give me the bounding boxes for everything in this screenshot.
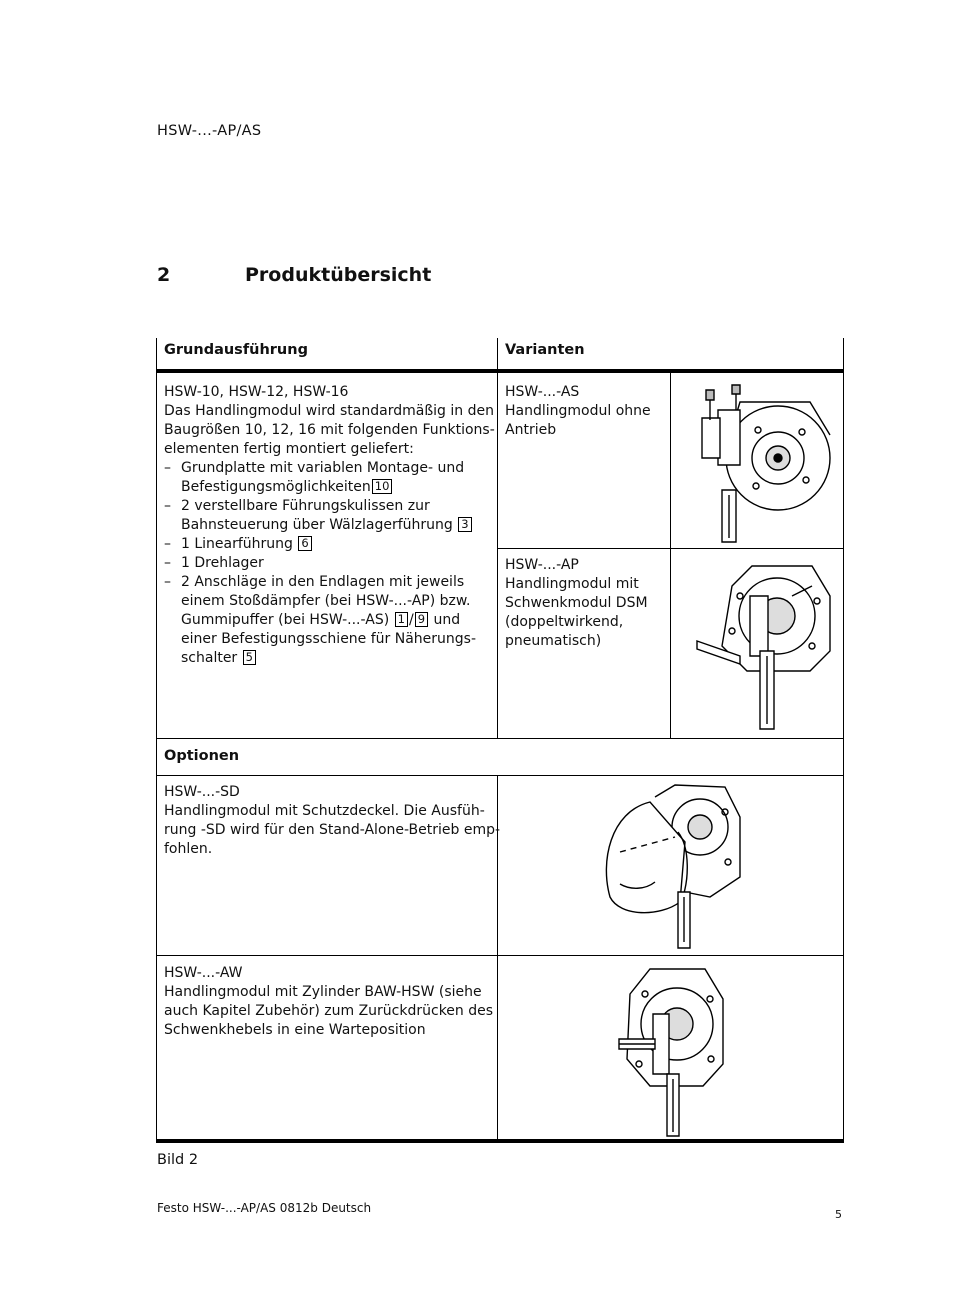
bullet-line: – Grundplatte mit variablen Montage- und xyxy=(181,460,465,476)
bullet-drehlager xyxy=(164,554,495,573)
basic-title: HSW-10, HSW-12, HSW-16 xyxy=(164,384,349,400)
table-border-right xyxy=(843,338,844,1142)
option-desc-line: Handlingmodul mit Zylinder BAW-HSW (siehe xyxy=(164,984,482,1000)
ref-separator: / xyxy=(408,612,414,628)
basic-intro-line: Baugrößen 10, 12, 16 mit folgenden Funktions- xyxy=(164,422,495,438)
bullet-line: – 1 Drehlager xyxy=(181,555,264,571)
table-border-left xyxy=(156,338,157,1142)
bullet-line: 1 Linearführung xyxy=(181,536,293,552)
bullet-linearfuehrung xyxy=(164,535,495,554)
table-row-rule-options-head xyxy=(156,775,844,776)
option-desc-line: Handlingmodul mit Schutzdeckel. Die Ausfüh- xyxy=(164,803,485,819)
variant-desc-line: Schwenkmodul DSM xyxy=(505,595,648,611)
option-desc-line: rung -SD wird für den Stand-Alone-Betrieb emp- xyxy=(164,822,501,838)
hsw-aw-module-illustration xyxy=(615,964,730,1139)
table-header-rule xyxy=(156,369,844,373)
option-desc-line: Schwenkhebels in eine Warteposition xyxy=(164,1022,426,1038)
chapter-number: 2 xyxy=(157,264,171,286)
bullet-line: Befestigungsmöglichkeiten xyxy=(181,479,371,495)
table-bottom-rule xyxy=(156,1139,844,1143)
ref-number-box: 6 xyxy=(298,536,311,551)
running-header: HSW-...-AP/AS xyxy=(157,123,262,139)
variant-desc-line: Antrieb xyxy=(505,422,557,438)
bullet-fuehrungskulissen xyxy=(164,497,495,535)
table-divider-main xyxy=(497,338,498,738)
bullet-grundplatte xyxy=(164,459,495,497)
hsw-as-module-illustration xyxy=(680,380,840,545)
bullet-anschlaege xyxy=(164,573,495,668)
figure-caption: Bild 2 xyxy=(157,1152,199,1168)
page-number: 5 xyxy=(835,1208,842,1221)
ref-number-box: 9 xyxy=(415,612,428,627)
basic-version-text xyxy=(164,383,495,668)
variant-desc-line: (doppeltwirkend, xyxy=(505,614,624,630)
variant-desc-line: Handlingmodul ohne xyxy=(505,403,651,419)
bullet-line: einem Stoßdämpfer (bei HSW-...-AP) bzw. xyxy=(181,593,471,609)
option-code: HSW-...-SD xyxy=(164,784,240,800)
ref-number-box: 10 xyxy=(372,479,393,494)
option-desc-line: auch Kapitel Zubehör) zum Zurückdrücken des xyxy=(164,1003,494,1019)
table-row-rule-options xyxy=(156,738,844,739)
basic-intro-line: elementen fertig montiert geliefert: xyxy=(164,441,414,457)
header-optionen: Optionen xyxy=(164,748,240,764)
hsw-ap-module-illustration xyxy=(692,556,837,732)
variant-desc-line: Handlingmodul mit xyxy=(505,576,639,592)
bullet-line: und xyxy=(433,612,461,628)
table-row-rule-variants xyxy=(497,548,844,549)
table-row-rule-aw xyxy=(156,955,844,956)
basic-intro-line: Das Handlingmodul wird standardmäßig in den xyxy=(164,403,494,419)
variant-ap-text xyxy=(505,556,648,651)
ref-number-box: 3 xyxy=(458,517,471,532)
chapter-title: Produktübersicht xyxy=(245,264,432,286)
page-footer: Festo HSW-...-AP/AS 0812b Deutsch xyxy=(157,1201,372,1215)
header-varianten: Varianten xyxy=(505,342,585,358)
option-desc-line: fohlen. xyxy=(164,841,213,857)
ref-number-box: 1 xyxy=(395,612,408,627)
variant-as-text xyxy=(505,383,651,440)
table-divider-variant-image xyxy=(670,372,671,738)
option-aw-text xyxy=(164,964,493,1040)
bullet-line: Gummipuffer (bei HSW-...-AS) xyxy=(181,612,390,628)
variant-code: HSW-...-AS xyxy=(505,384,580,400)
header-grundausfuehrung: Grundausführung xyxy=(164,342,308,358)
bullet-line: – 2 Anschläge in den Endlagen mit jeweils xyxy=(181,574,465,590)
ref-number-box: 5 xyxy=(243,650,256,665)
bullet-line: – 2 verstellbare Führungskulissen zur xyxy=(181,498,430,514)
option-sd-text xyxy=(164,783,500,859)
hsw-sd-module-illustration xyxy=(600,782,745,950)
bullet-line: schalter xyxy=(181,650,238,666)
bullet-line: Bahnsteuerung über Wälzlagerführung xyxy=(181,517,453,533)
option-code: HSW-...-AW xyxy=(164,965,243,981)
bullet-line: einer Befestigungsschiene für Näherungs- xyxy=(181,631,477,647)
variant-code: HSW-...-AP xyxy=(505,557,579,573)
variant-desc-line: pneumatisch) xyxy=(505,633,602,649)
